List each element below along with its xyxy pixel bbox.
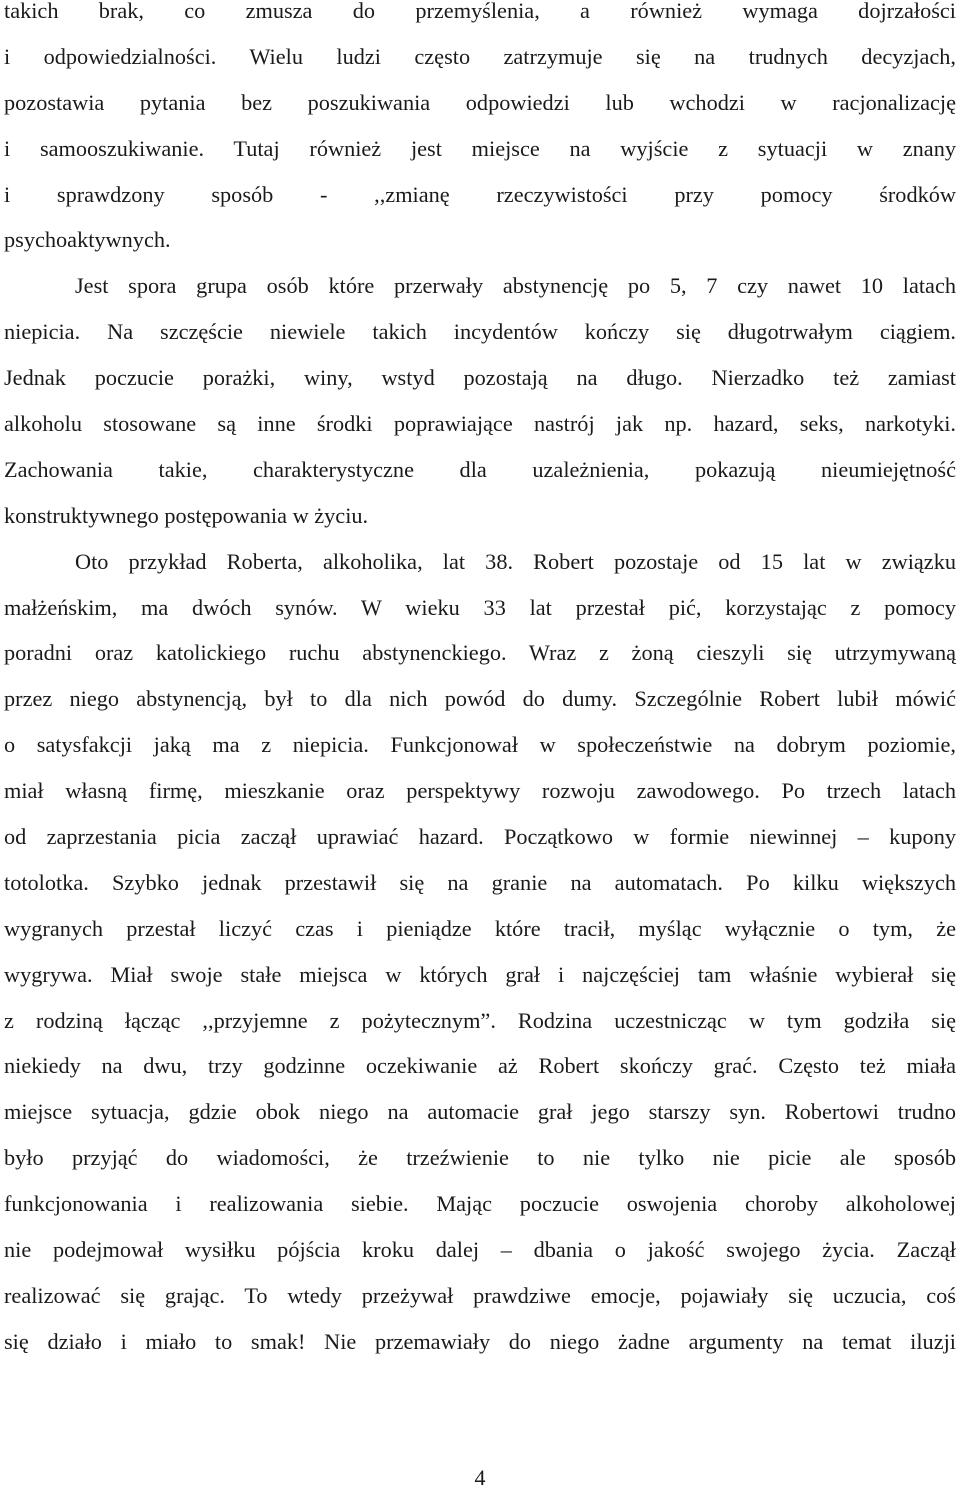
text-line: realizować się grając. To wtedy przeżywał prawdziwe emocje, pojawiały się uczucia, coś bbox=[4, 1282, 956, 1308]
text-line: miał własną firmę, mieszkanie oraz perspektywy rozwoju zawodowego. Po trzech latach bbox=[4, 778, 956, 804]
text-line: z rodziną łącząc ,,przyjemne z pożytecznym”. Rodzina uczestnicząc w tym godziła się bbox=[4, 1007, 956, 1033]
text-line: i samooszukiwanie. Tutaj również jest miejsce na wyjście z sytuacji w znany bbox=[4, 135, 956, 161]
text-line: Zachowania takie, charakterystyczne dla uzależnienia, pokazują nieumiejętność bbox=[4, 456, 956, 482]
text-line: alkoholu stosowane są inne środki poprawiające nastrój jak np. hazard, seks, narkotyki. bbox=[4, 411, 956, 437]
text-line: konstruktywnego postępowania w życiu. bbox=[4, 502, 369, 528]
document-page bbox=[4, 0, 956, 1365]
text-line: Jednak poczucie porażki, winy, wstyd pozostają na długo. Nierzadko też zamiast bbox=[4, 365, 956, 391]
text-line: psychoaktywnych. bbox=[4, 227, 171, 253]
text-line: się działo i miało to smak! Nie przemawiały do niego żadne argumenty na temat iluzji bbox=[4, 1328, 956, 1354]
text-line: niepicia. Na szczęście niewiele takich incydentów kończy się długotrwałym ciągiem. bbox=[4, 319, 956, 345]
text-line: było przyjąć do wiadomości, że trzeźwienie to nie tylko nie picie ale sposób bbox=[4, 1145, 956, 1171]
text-line: totolotka. Szybko jednak przestawił się na granie na automatach. Po kilku większych bbox=[4, 869, 956, 895]
text-line: funkcjonowania i realizowania siebie. Mając poczucie oswojenia choroby alkoholowej bbox=[4, 1191, 956, 1217]
text-line: małżeńskim, ma dwóch synów. W wieku 33 lat przestał pić, korzystając z pomocy bbox=[4, 594, 956, 620]
text-line: Oto przykład Roberta, alkoholika, lat 38. Robert pozostaje od 15 lat w związku bbox=[75, 548, 956, 574]
text-line: pozostawia pytania bez poszukiwania odpowiedzi lub wchodzi w racjonalizację bbox=[4, 89, 956, 115]
text-line: takich brak, co zmusza do przemyślenia, a również wymaga dojrzałości bbox=[4, 0, 956, 23]
text-line: Jest spora grupa osób które przerwały abstynencję po 5, 7 czy nawet 10 latach bbox=[75, 273, 956, 299]
text-line: poradni oraz katolickiego ruchu abstynenckiego. Wraz z żoną cieszyli się utrzymywaną bbox=[4, 640, 956, 666]
text-line: od zaprzestania picia zaczął uprawiać hazard. Początkowo w formie niewinnej – kupony bbox=[4, 824, 956, 850]
text-line: wygrywa. Miał swoje stałe miejsca w których grał i najczęściej tam właśnie wybierał się bbox=[4, 961, 956, 987]
text-line: i sprawdzony sposób - ,,zmianę rzeczywistości przy pomocy środków bbox=[4, 181, 956, 207]
text-line: o satysfakcji jaką ma z niepicia. Funkcjonował w społeczeństwie na dobrym poziomie, bbox=[4, 732, 956, 758]
text-line: niekiedy na dwu, trzy godzinne oczekiwanie aż Robert skończy grać. Często też miała bbox=[4, 1053, 956, 1079]
text-line: wygranych przestał liczyć czas i pieniądze które tracił, myśląc wyłącznie o tym, że bbox=[4, 915, 956, 941]
text-line: miejsce sytuacja, gdzie obok niego na automacie grał jego starszy syn. Robertowi trudno bbox=[4, 1099, 956, 1125]
text-line: przez niego abstynencją, był to dla nich powód do dumy. Szczególnie Robert lubił mówić bbox=[4, 686, 956, 712]
text-line: i odpowiedzialności. Wielu ludzi często zatrzymuje się na trudnych decyzjach, bbox=[4, 43, 956, 69]
text-line: nie podejmował wysiłku pójścia kroku dalej – dbania o jakość swojego życia. Zaczął bbox=[4, 1237, 956, 1263]
page-number: 4 bbox=[474, 1465, 486, 1490]
